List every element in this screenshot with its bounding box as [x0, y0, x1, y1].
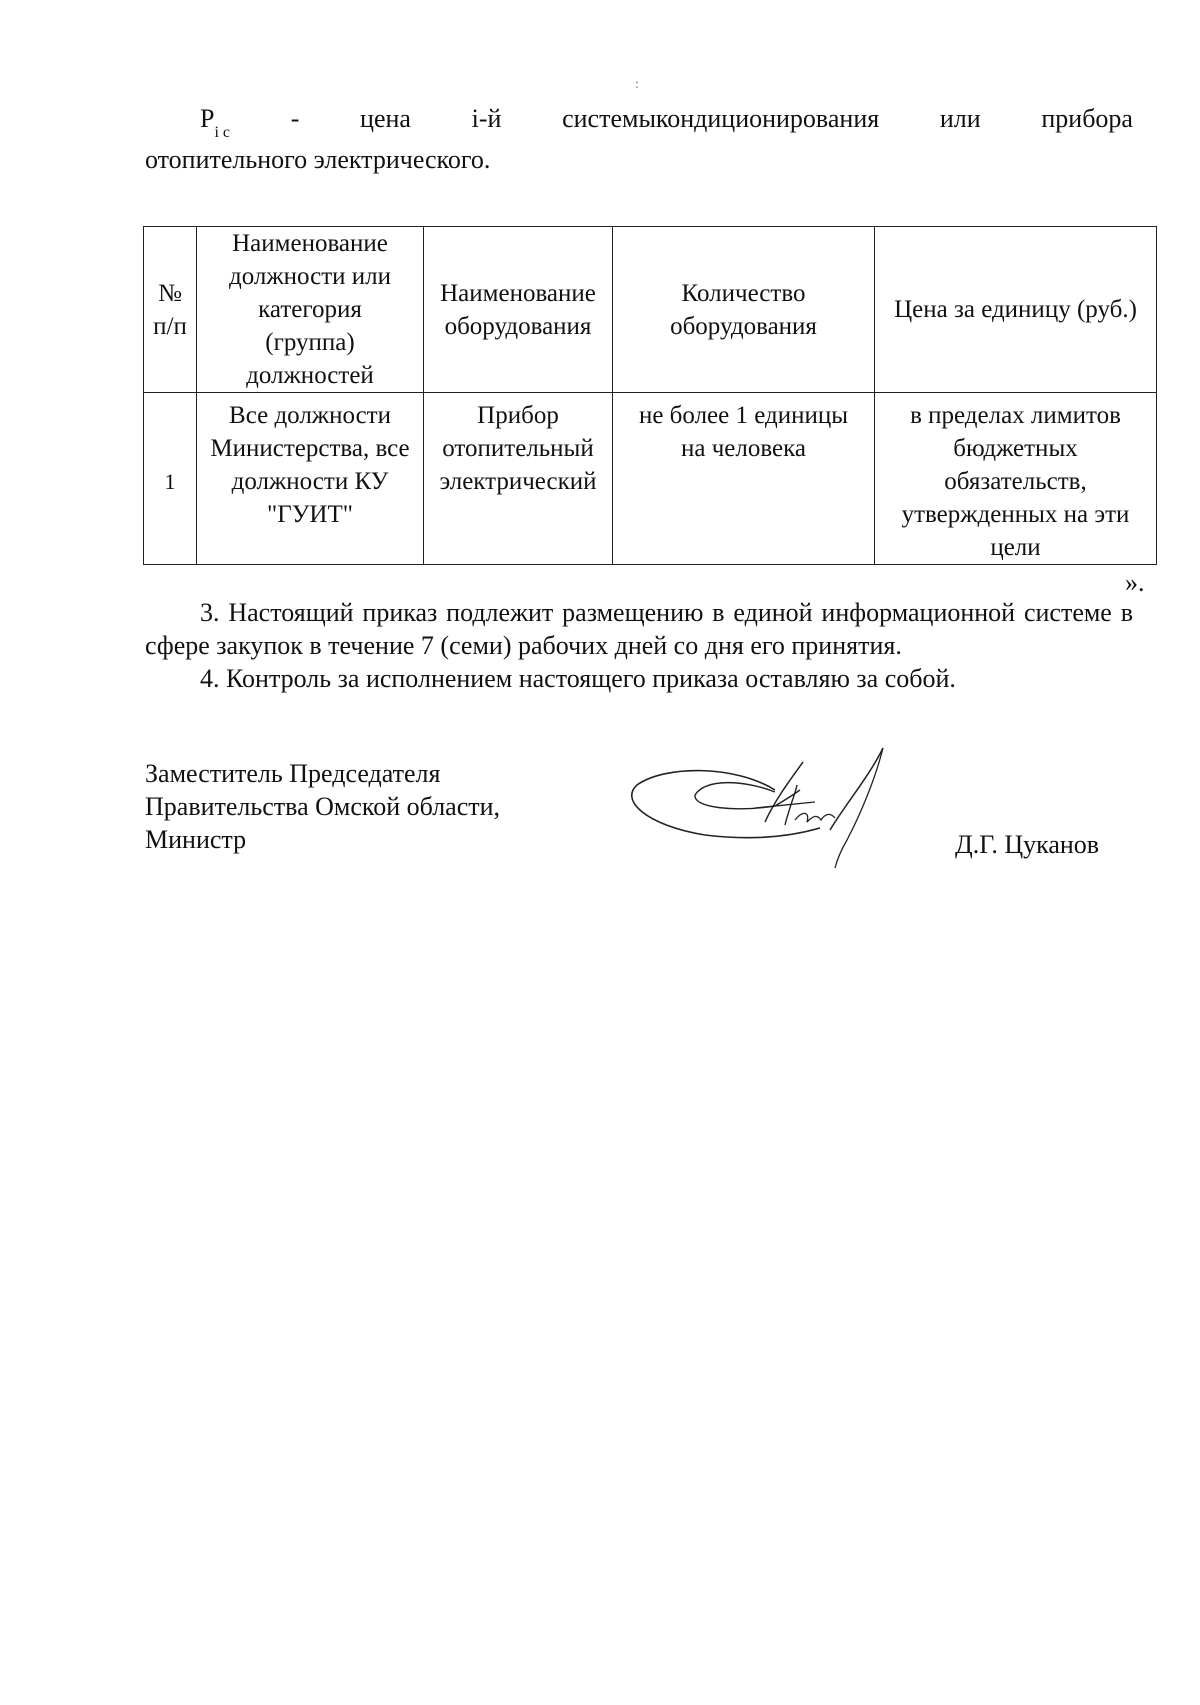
paragraph-3: 3. Настоящий приказ подлежит размещению в единой информационной системе в сфере закупок в течение 7 (семи) рабочих дней со дня его принятия. [145, 598, 1133, 660]
cell-position: Все должности Министерства, все должности КУ "ГУИТ" [197, 393, 424, 565]
cell-unit-price: в пределах лимитов бюджетных обязательств, утвержденных на эти цели [875, 393, 1157, 565]
formula-subscript: i с [214, 124, 231, 142]
formula-word: i-й [471, 104, 502, 133]
page-mark: : [635, 77, 639, 92]
header-equipment-name: Наименование оборудования [424, 227, 613, 393]
signer-title-line: Заместитель Председателя [145, 759, 441, 788]
equipment-table [143, 226, 1157, 565]
header-equipment-quantity: Количество оборудования [613, 227, 875, 393]
header-number: № п/п [144, 227, 197, 393]
formula-line-2: отопительного электрического. [145, 145, 491, 175]
formula-word: прибора [1041, 104, 1133, 133]
handwritten-signature [625, 740, 925, 870]
signer-title-line: Министр [145, 825, 247, 854]
header-position: Наименование должности или категория (группа) должностей [197, 227, 424, 393]
signer-title [145, 757, 500, 856]
formula-word: системыкондиционирования [562, 104, 880, 133]
formula-symbol: $P_{i с}$ [200, 104, 231, 142]
formula-description [145, 103, 1133, 175]
paragraph-4: 4. Контроль за исполнением настоящего приказа оставляю за собой. [200, 664, 956, 693]
cell-equipment-quantity: не более 1 единицы на человека [613, 393, 875, 565]
table-header-row [144, 227, 1157, 393]
order-paragraphs [145, 596, 1133, 695]
cell-equipment-name: Прибор отопительный электрический [424, 393, 613, 565]
formula-word: цена [360, 104, 411, 133]
signer-name: Д.Г. Цуканов [955, 830, 1100, 859]
formula-line-1 [145, 103, 1133, 144]
table-row [144, 393, 1157, 565]
signer-title-line: Правительства Омской области, [145, 792, 501, 821]
cell-number: 1 [144, 393, 197, 565]
header-unit-price: Цена за единицу (руб.) [875, 227, 1157, 393]
formula-dash: - [290, 104, 300, 133]
formula-word: или [939, 104, 981, 133]
closing-quote: ». [1125, 568, 1145, 597]
